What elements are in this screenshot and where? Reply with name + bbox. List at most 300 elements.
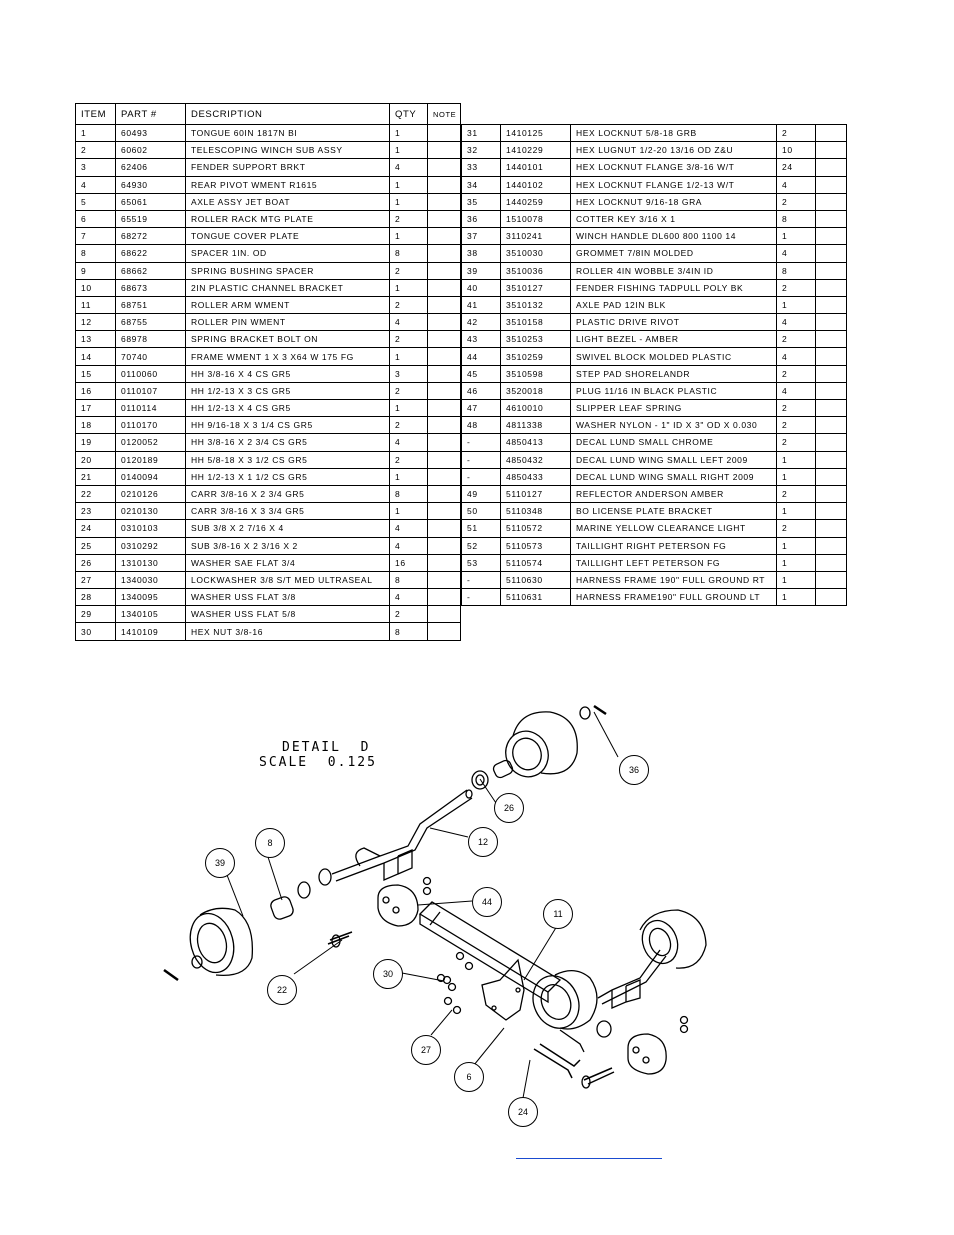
callout-30: 30	[373, 959, 403, 989]
cell-part: 0310103	[116, 520, 186, 537]
cell-description: ROLLER 4IN WOBBLE 3/4IN ID	[571, 262, 777, 279]
cell-qty: 1	[390, 176, 428, 193]
table-row	[462, 210, 847, 227]
cell-note	[816, 554, 847, 571]
table-row	[462, 314, 847, 331]
table-row	[462, 193, 847, 210]
cell-note	[816, 485, 847, 502]
header-note: NOTE	[428, 104, 461, 125]
cell-item: 4	[76, 176, 116, 193]
cell-note	[428, 228, 461, 245]
cell-item: 8	[76, 245, 116, 262]
cell-qty: 4	[390, 537, 428, 554]
cell-description: 2IN PLASTIC CHANNEL BRACKET	[186, 279, 390, 296]
cell-description: HH 9/16-18 X 3 1/4 CS GR5	[186, 417, 390, 434]
cell-qty: 8	[777, 262, 816, 279]
cell-part: 64930	[116, 176, 186, 193]
cell-qty: 2	[777, 125, 816, 142]
cell-qty: 1	[390, 193, 428, 210]
cell-description: STEP PAD SHORELANDR	[571, 365, 777, 382]
cell-description: ROLLER ARM WMENT	[186, 296, 390, 313]
cell-part: 1410229	[501, 142, 571, 159]
cell-part: 60602	[116, 142, 186, 159]
cell-item: 53	[462, 554, 501, 571]
cell-note	[816, 537, 847, 554]
cell-qty: 2	[777, 520, 816, 537]
callout-22: 22	[267, 975, 297, 1005]
cell-qty: 4	[390, 159, 428, 176]
roller-right	[598, 910, 706, 1033]
cell-part: 4850432	[501, 451, 571, 468]
footer-link-underline	[516, 1158, 662, 1159]
cell-item: 3	[76, 159, 116, 176]
cell-description: SUB 3/8-16 X 2 3/16 X 2	[186, 537, 390, 554]
cell-qty: 4	[390, 520, 428, 537]
cell-qty: 1	[390, 228, 428, 245]
detail-label: DETAIL D	[282, 740, 371, 755]
cell-part: 1440259	[501, 193, 571, 210]
roller-top	[472, 706, 606, 789]
cell-note	[428, 348, 461, 365]
cell-note	[428, 262, 461, 279]
cell-item: 9	[76, 262, 116, 279]
cell-description: PLASTIC DRIVE RIVOT	[571, 314, 777, 331]
cell-note	[816, 125, 847, 142]
cell-description: TAILLIGHT RIGHT PETERSON FG	[571, 537, 777, 554]
cell-description: HH 1/2-13 X 3 CS GR5	[186, 382, 390, 399]
cell-description: TONGUE 60IN 1817N BI	[186, 125, 390, 142]
cell-note	[428, 296, 461, 313]
cell-part: 62406	[116, 159, 186, 176]
table-row	[76, 434, 461, 451]
cell-part: 4610010	[501, 400, 571, 417]
cell-note	[428, 434, 461, 451]
cell-part: 3510036	[501, 262, 571, 279]
table-row	[76, 296, 461, 313]
cell-note	[428, 623, 461, 640]
cell-description: REFLECTOR ANDERSON AMBER	[571, 485, 777, 502]
cell-part: 0140094	[116, 468, 186, 485]
table-row	[76, 159, 461, 176]
cell-item: 44	[462, 348, 501, 365]
cell-note	[428, 468, 461, 485]
cell-note	[428, 571, 461, 588]
cell-part: 3110241	[501, 228, 571, 245]
cell-qty: 1	[777, 554, 816, 571]
table-row	[462, 520, 847, 537]
nuts-and-washers	[438, 953, 473, 1014]
cell-part: 3510158	[501, 314, 571, 331]
cell-description: ROLLER PIN WMENT	[186, 314, 390, 331]
cell-item: 15	[76, 365, 116, 382]
cell-description: AXLE PAD 12IN BLK	[571, 296, 777, 313]
table-row	[462, 245, 847, 262]
cell-description: HARNESS FRAME190" FULL GROUND LT	[571, 589, 777, 606]
cell-description: LOCKWASHER 3/8 S/T MED ULTRASEAL	[186, 571, 390, 588]
cell-description: SPRING BUSHING SPACER	[186, 262, 390, 279]
cell-description: HH 1/2-13 X 4 CS GR5	[186, 400, 390, 417]
cell-description: MARINE YELLOW CLEARANCE LIGHT	[571, 520, 777, 537]
cell-item: 46	[462, 382, 501, 399]
cell-note	[816, 348, 847, 365]
cell-part: 1440102	[501, 176, 571, 193]
table-row	[76, 176, 461, 193]
cell-description: AXLE ASSY JET BOAT	[186, 193, 390, 210]
table-row	[76, 365, 461, 382]
cell-note	[816, 159, 847, 176]
cell-item: 17	[76, 400, 116, 417]
table-row	[76, 537, 461, 554]
table-row	[76, 262, 461, 279]
cell-note	[428, 537, 461, 554]
cell-note	[816, 176, 847, 193]
cell-qty: 3	[390, 365, 428, 382]
cell-note	[428, 176, 461, 193]
cell-qty: 1	[390, 503, 428, 520]
cell-note	[428, 142, 461, 159]
table-header-row	[76, 104, 461, 125]
cell-item: 33	[462, 159, 501, 176]
cell-description: DECAL LUND SMALL CHROME	[571, 434, 777, 451]
cell-item: 52	[462, 537, 501, 554]
cell-note	[816, 503, 847, 520]
table-row	[462, 365, 847, 382]
cell-item: 29	[76, 606, 116, 623]
header-item: ITEM	[76, 104, 116, 125]
swivel-block	[378, 878, 431, 927]
cell-part: 5110348	[501, 503, 571, 520]
cell-description: TELESCOPING WINCH SUB ASSY	[186, 142, 390, 159]
cell-qty: 1	[777, 468, 816, 485]
cell-qty: 8	[777, 210, 816, 227]
cell-item: 35	[462, 193, 501, 210]
cell-description: SUB 3/8 X 2 7/16 X 4	[186, 520, 390, 537]
cell-description: TONGUE COVER PLATE	[186, 228, 390, 245]
cell-item: 38	[462, 245, 501, 262]
parts-table-left	[75, 103, 461, 641]
cell-note	[816, 331, 847, 348]
cell-qty: 4	[777, 245, 816, 262]
cell-note	[428, 125, 461, 142]
table-row	[462, 159, 847, 176]
cell-qty: 2	[390, 210, 428, 227]
cell-part: 68272	[116, 228, 186, 245]
cell-note	[816, 314, 847, 331]
cell-note	[428, 314, 461, 331]
cell-part: 68622	[116, 245, 186, 262]
cell-item: 2	[76, 142, 116, 159]
table-row	[76, 279, 461, 296]
cell-qty: 2	[390, 331, 428, 348]
table-row	[76, 589, 461, 606]
cell-note	[428, 279, 461, 296]
cell-qty: 1	[777, 228, 816, 245]
table-row	[462, 434, 847, 451]
cell-description: HEX LOCKNUT 5/8-18 GRB	[571, 125, 777, 142]
cell-qty: 1	[777, 537, 816, 554]
table-row	[462, 400, 847, 417]
cell-description: SLIPPER LEAF SPRING	[571, 400, 777, 417]
cell-item: 50	[462, 503, 501, 520]
cell-description: LIGHT BEZEL - AMBER	[571, 331, 777, 348]
cell-part: 1340030	[116, 571, 186, 588]
cell-qty: 8	[390, 623, 428, 640]
callout-12: 12	[468, 827, 498, 857]
cell-item: 20	[76, 451, 116, 468]
cell-description: BO LICENSE PLATE BRACKET	[571, 503, 777, 520]
cell-item: 5	[76, 193, 116, 210]
cell-qty: 2	[390, 606, 428, 623]
callout-8: 8	[255, 828, 285, 858]
table-row	[76, 520, 461, 537]
table-row	[76, 210, 461, 227]
cell-item: 23	[76, 503, 116, 520]
cell-qty: 2	[777, 400, 816, 417]
cell-description: PLUG 11/16 IN BLACK PLASTIC	[571, 382, 777, 399]
cell-qty: 2	[777, 193, 816, 210]
cell-item: 28	[76, 589, 116, 606]
cell-qty: 1	[777, 503, 816, 520]
table-row	[462, 571, 847, 588]
cell-qty: 4	[390, 434, 428, 451]
cell-description: FRAME WMENT 1 X 3 X64 W 175 FG	[186, 348, 390, 365]
cell-note	[816, 520, 847, 537]
cell-part: 5110574	[501, 554, 571, 571]
cell-note	[816, 589, 847, 606]
cell-note	[428, 245, 461, 262]
cell-part: 60493	[116, 125, 186, 142]
cell-part: 5110631	[501, 589, 571, 606]
cell-item: 22	[76, 485, 116, 502]
cell-qty: 10	[777, 142, 816, 159]
cell-qty: 16	[390, 554, 428, 571]
cell-item: 45	[462, 365, 501, 382]
cell-item: 1	[76, 125, 116, 142]
cell-item: 32	[462, 142, 501, 159]
cell-item: 48	[462, 417, 501, 434]
cell-part: 0120052	[116, 434, 186, 451]
cell-description: DECAL LUND WING SMALL RIGHT 2009	[571, 468, 777, 485]
cell-qty: 2	[777, 279, 816, 296]
cell-qty: 1	[777, 589, 816, 606]
cell-part: 65519	[116, 210, 186, 227]
table-row	[462, 348, 847, 365]
callout-24: 24	[508, 1097, 538, 1127]
cell-part: 68751	[116, 296, 186, 313]
cell-qty: 4	[777, 382, 816, 399]
cell-description: HH 3/8-16 X 2 3/4 CS GR5	[186, 434, 390, 451]
cell-part: 1410109	[116, 623, 186, 640]
cell-item: 25	[76, 537, 116, 554]
cell-part: 0310292	[116, 537, 186, 554]
cell-item: 43	[462, 331, 501, 348]
table-row	[76, 125, 461, 142]
table-row	[462, 142, 847, 159]
lower-swivel-block	[534, 1030, 666, 1088]
cell-item: 39	[462, 262, 501, 279]
cell-description: WASHER SAE FLAT 3/4	[186, 554, 390, 571]
cell-note	[816, 296, 847, 313]
cell-part: 65061	[116, 193, 186, 210]
cell-part: 4811338	[501, 417, 571, 434]
cell-part: 0120189	[116, 451, 186, 468]
cell-qty: 24	[777, 159, 816, 176]
table-row	[76, 468, 461, 485]
cell-description: DECAL LUND WING SMALL LEFT 2009	[571, 451, 777, 468]
cell-part: 68755	[116, 314, 186, 331]
cell-note	[428, 417, 461, 434]
cell-part: 3510132	[501, 296, 571, 313]
cell-item: 42	[462, 314, 501, 331]
cell-item: 19	[76, 434, 116, 451]
cell-qty: 4	[777, 348, 816, 365]
cell-note	[428, 520, 461, 537]
cell-qty: 2	[777, 365, 816, 382]
table-row	[462, 125, 847, 142]
cell-qty: 2	[390, 382, 428, 399]
cell-part: 3510598	[501, 365, 571, 382]
assembly-illustration	[0, 660, 954, 1180]
cell-note	[816, 400, 847, 417]
cell-description: FENDER FISHING TADPULL POLY BK	[571, 279, 777, 296]
cell-item: 47	[462, 400, 501, 417]
cell-description: WASHER USS FLAT 3/8	[186, 589, 390, 606]
cell-description: HEX LOCKNUT FLANGE 1/2-13 W/T	[571, 176, 777, 193]
cell-item: 41	[462, 296, 501, 313]
cell-note	[428, 503, 461, 520]
cell-qty: 1	[777, 571, 816, 588]
cell-description: SWIVEL BLOCK MOLDED PLASTIC	[571, 348, 777, 365]
table-row	[462, 296, 847, 313]
cell-description: CARR 3/8-16 X 2 3/4 GR5	[186, 485, 390, 502]
cell-description: COTTER KEY 3/16 X 1	[571, 210, 777, 227]
cell-part: 3510127	[501, 279, 571, 296]
cell-part: 1410125	[501, 125, 571, 142]
cell-qty: 1	[390, 348, 428, 365]
cell-note	[428, 485, 461, 502]
cell-item: 26	[76, 554, 116, 571]
table-row	[462, 176, 847, 193]
cell-item: 7	[76, 228, 116, 245]
table-row	[462, 554, 847, 571]
cell-description: WINCH HANDLE DL600 800 1100 14	[571, 228, 777, 245]
cell-note	[816, 245, 847, 262]
cell-note	[428, 589, 461, 606]
cell-note	[816, 142, 847, 159]
table-row	[76, 314, 461, 331]
cell-description: TAILLIGHT LEFT PETERSON FG	[571, 554, 777, 571]
cell-description: CARR 3/8-16 X 3 3/4 GR5	[186, 503, 390, 520]
cell-description: HEX LOCKNUT FLANGE 3/8-16 W/T	[571, 159, 777, 176]
cell-item: -	[462, 451, 501, 468]
exploded-assembly-drawing	[0, 660, 954, 1180]
cell-part: 5110572	[501, 520, 571, 537]
callout-44: 44	[472, 887, 502, 917]
cell-part: 0110060	[116, 365, 186, 382]
cell-qty: 8	[390, 245, 428, 262]
cell-qty: 1	[777, 451, 816, 468]
table-row	[462, 537, 847, 554]
cell-description: SPRING BRACKET BOLT ON	[186, 331, 390, 348]
cell-part: 0110107	[116, 382, 186, 399]
roller-pin-upper	[298, 790, 472, 898]
cell-qty: 4	[390, 314, 428, 331]
cell-description: HEX LOCKNUT 9/16-18 GRA	[571, 193, 777, 210]
cell-qty: 1	[390, 468, 428, 485]
cell-note	[816, 468, 847, 485]
cell-qty: 1	[390, 125, 428, 142]
cell-part: 0210126	[116, 485, 186, 502]
cell-description: SPACER 1IN. OD	[186, 245, 390, 262]
cell-description: HH 1/2-13 X 1 1/2 CS GR5	[186, 468, 390, 485]
cell-note	[428, 451, 461, 468]
cell-description: REAR PIVOT WMENT R1615	[186, 176, 390, 193]
cell-note	[428, 400, 461, 417]
cell-qty: 2	[390, 296, 428, 313]
cell-note	[816, 365, 847, 382]
cell-part: 68978	[116, 331, 186, 348]
cell-item: -	[462, 571, 501, 588]
cell-item: 13	[76, 331, 116, 348]
cell-item: 51	[462, 520, 501, 537]
cell-description: FENDER SUPPORT BRKT	[186, 159, 390, 176]
cell-part: 4850413	[501, 434, 571, 451]
cell-part: 3510030	[501, 245, 571, 262]
cell-note	[816, 210, 847, 227]
cell-description: HEX NUT 3/8-16	[186, 623, 390, 640]
cell-qty: 4	[777, 176, 816, 193]
table-row	[462, 451, 847, 468]
cell-part: 0210130	[116, 503, 186, 520]
table-row	[76, 348, 461, 365]
cell-part: 0110170	[116, 417, 186, 434]
cell-item: 37	[462, 228, 501, 245]
cell-part: 1440101	[501, 159, 571, 176]
cell-part: 3520018	[501, 382, 571, 399]
cell-part: 5110127	[501, 485, 571, 502]
table-row	[462, 468, 847, 485]
cell-description: WASHER USS FLAT 5/8	[186, 606, 390, 623]
cell-description: HARNESS FRAME 190" FULL GROUND RT	[571, 571, 777, 588]
cell-item: 31	[462, 125, 501, 142]
cell-note	[816, 262, 847, 279]
header-qty: QTY	[390, 104, 428, 125]
table-row	[462, 331, 847, 348]
cell-item: 40	[462, 279, 501, 296]
cell-qty: 2	[777, 485, 816, 502]
cell-note	[428, 193, 461, 210]
table-row	[76, 554, 461, 571]
table-row	[462, 382, 847, 399]
cell-note	[428, 365, 461, 382]
cell-item: 30	[76, 623, 116, 640]
callout-11: 11	[543, 899, 573, 929]
callout-6: 6	[454, 1062, 484, 1092]
cell-qty: 1	[777, 296, 816, 313]
table-row	[76, 142, 461, 159]
callout-36: 36	[619, 755, 649, 785]
cell-note	[816, 434, 847, 451]
cell-item: 14	[76, 348, 116, 365]
cell-part: 1510078	[501, 210, 571, 227]
cell-item: -	[462, 589, 501, 606]
cell-part: 70740	[116, 348, 186, 365]
cell-qty: 1	[390, 279, 428, 296]
cell-description: HH 3/8-16 X 4 CS GR5	[186, 365, 390, 382]
cell-qty: 8	[390, 571, 428, 588]
cell-qty: 2	[390, 451, 428, 468]
table-row	[76, 228, 461, 245]
